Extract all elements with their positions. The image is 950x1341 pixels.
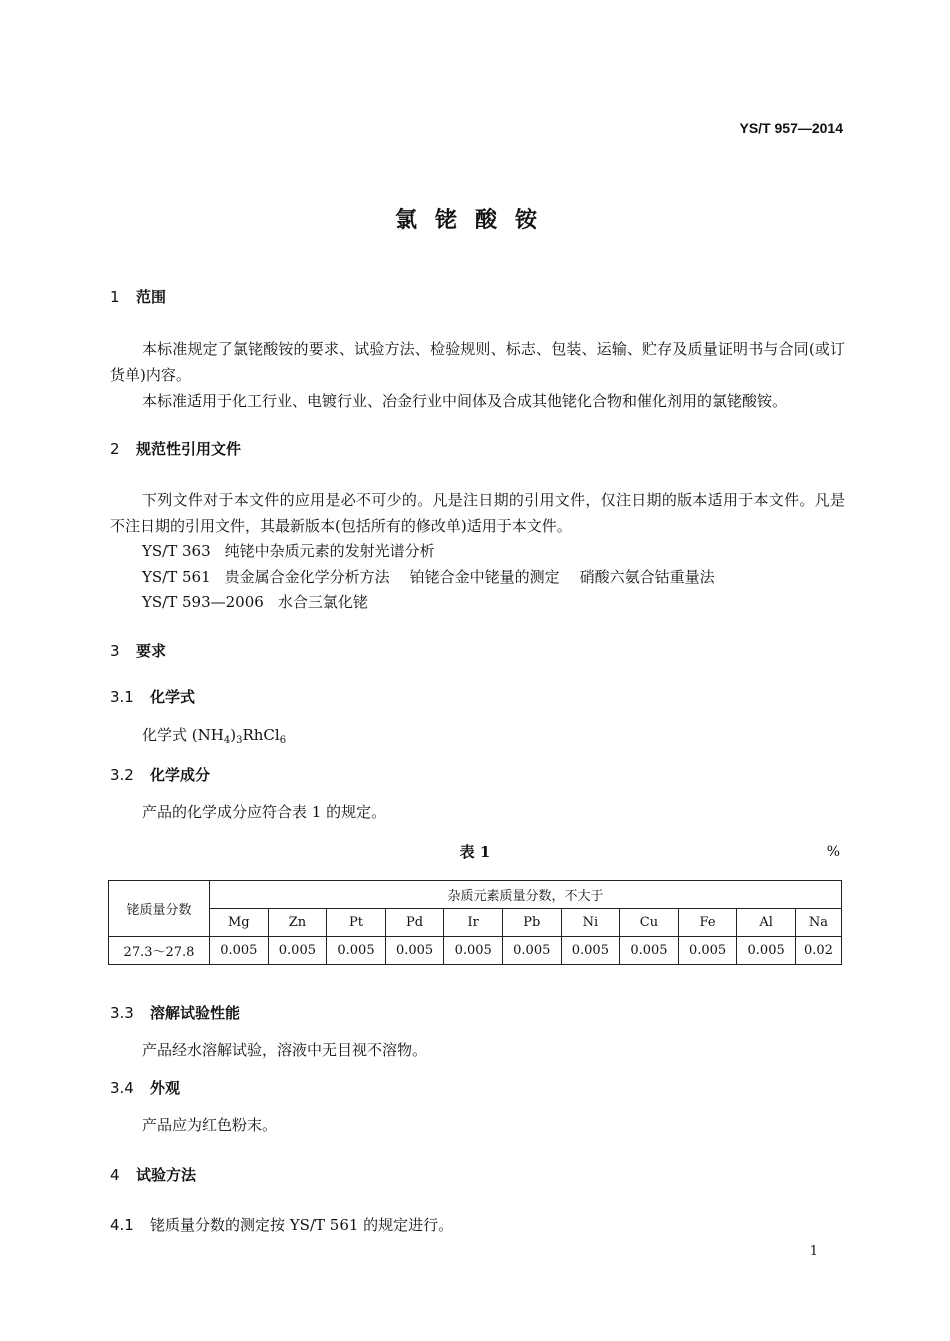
section-4-heading — [110, 1164, 196, 1185]
section-3-3-paragraph: 产品经水溶解试验，溶液中无目视不溶物。 — [142, 1041, 428, 1059]
table-row — [109, 937, 842, 965]
chemical-formula — [142, 722, 286, 748]
section-number: 3.3 — [110, 1004, 134, 1022]
section-number: 4 — [110, 1166, 120, 1184]
table-cell: 0.005 — [385, 937, 444, 965]
table-element-header: Mg — [210, 909, 269, 937]
formula-subscript: 4 — [223, 735, 231, 746]
section-number: 3.4 — [110, 1079, 134, 1097]
section-3-heading — [110, 640, 166, 661]
table-cell: 0.02 — [795, 937, 841, 965]
table-element-header: Pb — [502, 909, 561, 937]
section-3-4-paragraph: 产品应为红色粉末。 — [142, 1116, 278, 1134]
reference-title: 贵金属合金化学分析方法 — [224, 568, 390, 586]
table-cell: 0.005 — [327, 937, 386, 965]
reference-code: YS/T 363 — [142, 542, 211, 560]
formula-part: ) — [230, 726, 237, 744]
section-number: 4.1 — [110, 1216, 134, 1234]
reference-item — [142, 540, 435, 561]
formula-subscript: 6 — [279, 735, 287, 746]
reference-title: 水合三氯化铑 — [277, 593, 368, 611]
formula-part: (NH — [191, 726, 224, 744]
section-1-paragraph-1: 本标准规定了氯铑酸铵的要求、试验方法、检验规则、标志、包装、运输、贮存及质量证明书与合同(或订货单)内容。 — [110, 340, 845, 384]
table-cell: 0.005 — [444, 937, 503, 965]
section-number: 2 — [110, 440, 120, 458]
table-element-header: Fe — [678, 909, 737, 937]
table-element-header: Pt — [327, 909, 386, 937]
section-number: 3.2 — [110, 766, 134, 784]
section-title: 范围 — [136, 288, 167, 306]
section-number: 1 — [110, 288, 120, 306]
section-2-paragraph-1: 下列文件对于本文件的应用是必不可少的。凡是注日期的引用文件，仅注日期的版本适用于本文件。凡是不注日期的引用文件，其最新版本(包括所有的修改单)适用于本文件。 — [110, 491, 845, 535]
table-row-header: 铑质量分数 — [109, 881, 210, 937]
section-number: 3.1 — [110, 688, 134, 706]
section-title: 外观 — [150, 1079, 181, 1097]
section-title: 规范性引用文件 — [136, 440, 242, 458]
table-cell: 0.005 — [210, 937, 269, 965]
formula-part: RhCl — [242, 726, 280, 744]
table-element-header: Zn — [268, 909, 327, 937]
table-cell: 0.005 — [561, 937, 620, 965]
document-title: 氯铑酸铵 — [394, 207, 555, 233]
table-element-header: Ni — [561, 909, 620, 937]
table-cell: 0.005 — [620, 937, 679, 965]
section-1-paragraph-2: 本标准适用于化工行业、电镀行业、冶金行业中间体及合成其他铑化合物和催化剂用的氯铑酸铵。 — [142, 392, 788, 410]
page-number: 1 — [809, 1244, 818, 1259]
table-element-header: Na — [795, 909, 841, 937]
reference-title: 纯铑中杂质元素的发射光谱分析 — [224, 542, 435, 560]
section-title: 化学成分 — [150, 766, 211, 784]
composition-table — [108, 880, 842, 965]
reference-title-part-2: 铂铑合金中铑量的测定 — [409, 568, 560, 586]
reference-item — [142, 591, 368, 612]
section-3-2-paragraph: 产品的化学成分应符合表 1 的规定。 — [142, 803, 387, 821]
table-element-header: Ir — [444, 909, 503, 937]
table-unit: % — [826, 844, 840, 860]
table-cell-rh: 27.3～27.8 — [109, 937, 210, 965]
table-element-header: Cu — [620, 909, 679, 937]
section-title: 化学式 — [150, 688, 196, 706]
formula-label: 化学式 — [142, 726, 188, 744]
section-title: 溶解试验性能 — [150, 1004, 241, 1022]
reference-code: YS/T 561 — [142, 568, 211, 586]
table-header-row — [109, 881, 842, 909]
table-cell: 0.005 — [678, 937, 737, 965]
section-4-1-text: 铑质量分数的测定按 YS/T 561 的规定进行。 — [150, 1216, 454, 1234]
section-1-heading — [110, 286, 166, 307]
table-cell: 0.005 — [737, 937, 796, 965]
reference-item — [142, 566, 715, 587]
standard-code: YS/T 957—2014 — [739, 120, 843, 136]
table-title: 表 1 — [459, 843, 491, 861]
table-element-header: Pd — [385, 909, 444, 937]
table-group-header: 杂质元素质量分数，不大于 — [210, 881, 842, 909]
table-cell: 0.005 — [268, 937, 327, 965]
section-3-3-heading — [110, 1002, 240, 1023]
section-3-2-heading — [110, 764, 210, 785]
section-3-4-heading — [110, 1077, 180, 1098]
table-element-row — [109, 909, 842, 937]
section-title: 要求 — [136, 642, 167, 660]
section-2-heading — [110, 438, 241, 459]
formula-subscript: 3 — [236, 735, 243, 746]
table-element-header: Al — [737, 909, 796, 937]
section-title: 试验方法 — [136, 1166, 197, 1184]
section-3-1-heading — [110, 686, 195, 707]
reference-title-part-3: 硝酸六氨合钴重量法 — [579, 568, 715, 586]
section-number: 3 — [110, 642, 120, 660]
section-4-1-line — [110, 1214, 453, 1235]
reference-code: YS/T 593—2006 — [142, 593, 264, 611]
table-cell: 0.005 — [502, 937, 561, 965]
